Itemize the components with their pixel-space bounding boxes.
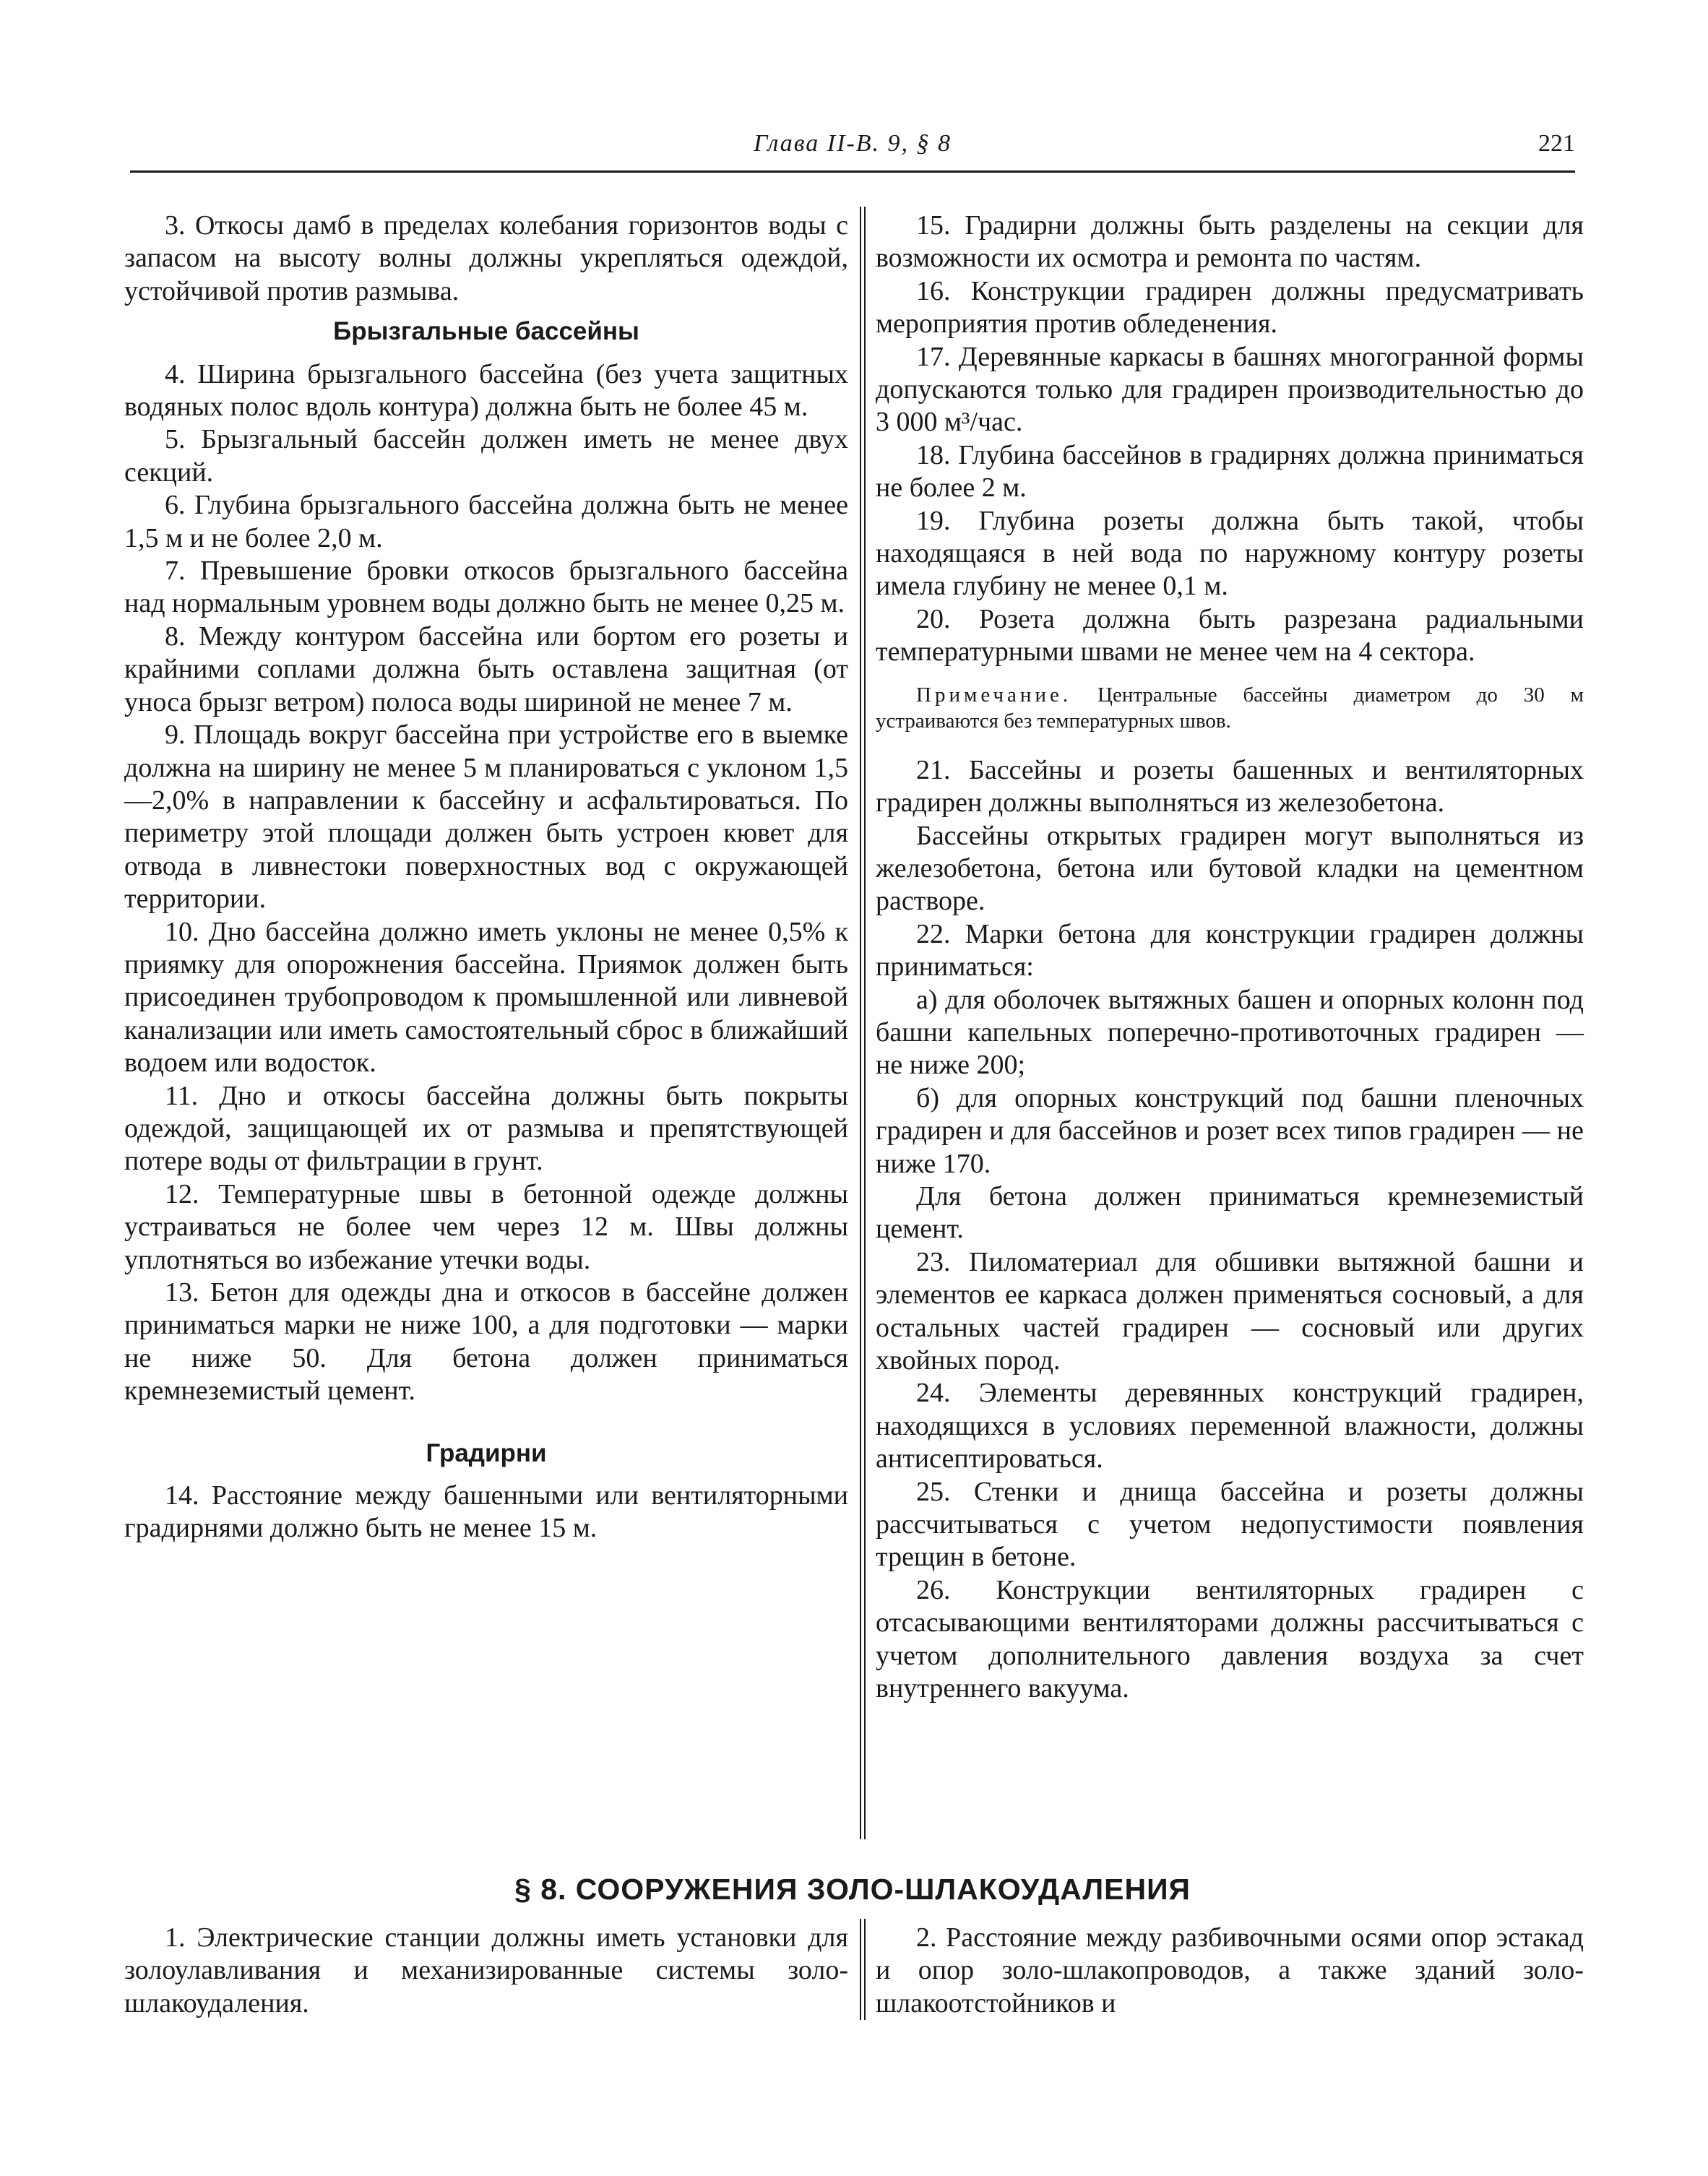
- paragraph: 12. Температурные швы в бетонной одежде должны устраиваться не более чем через 12 м. Швы должны уплотняться во избежание утечки воды.: [124, 1178, 848, 1275]
- paragraph: б) для опорных конструкций под башни пленочных градирен и для бассейнов и розет всех типов градирен — не ниже 170.: [876, 1082, 1584, 1179]
- paragraph: Для бетона должен приниматься кремнеземистый цемент.: [876, 1180, 1584, 1245]
- section-title: § 8. СООРУЖЕНИЯ ЗОЛО-ШЛАКОУДАЛЕНИЯ: [514, 1873, 1191, 1906]
- section-left-column: [124, 1922, 848, 2020]
- column-divider: [864, 207, 866, 1839]
- paragraph: 26. Конструкции вентиляторных градирен с отсасывающими вентиляторами должны рассчитываться с учетом дополнительного давления воздуха за счет внутреннего вакуума.: [876, 1574, 1584, 1704]
- column-divider: [860, 207, 861, 1839]
- paragraph: 18. Глубина бассейнов в градирнях должна приниматься не более 2 м.: [876, 439, 1584, 504]
- paragraph: 16. Конструкции градирен должны предусматривать мероприятия против обледенения.: [876, 275, 1584, 340]
- page-number: 221: [1538, 130, 1575, 157]
- column-divider: [864, 1919, 866, 2020]
- paragraph: Бассейны открытых градирен могут выполняться из железобетона, бетона или бутовой кладки на цементном растворе.: [876, 820, 1584, 917]
- paragraph: 19. Глубина розеты должна быть такой, чтобы находящаяся в ней вода по наружному контуру розеты имела глубину не менее 0,1 м.: [876, 505, 1584, 602]
- header-rule: [130, 170, 1575, 173]
- paragraph: 4. Ширина брызгального бассейна (без учета защитных водяных полос вдоль контура) должна быть не более 45 м.: [124, 358, 848, 423]
- subheading-towers: Градирни: [426, 1438, 547, 1467]
- left-column: [124, 210, 848, 1545]
- running-title: Глава II-В. 9, § 8: [753, 130, 952, 157]
- paragraph: 23. Пиломатериал для обшивки вытяжной башни и элементов ее каркаса должен применяться сосновый, а для остальных частей градирен — сосновый или других хвойных пород.: [876, 1246, 1584, 1376]
- paragraph: 10. Дно бассейна должно иметь уклоны не менее 0,5% к приямку для опорожнения бассейна. Приямок должен быть присоединен трубопроводом к промышленной или ливневой канализации или иметь самостоятельный сброс в ближайший водоем или водосток.: [124, 916, 848, 1079]
- paragraph: 1. Электрические станции должны иметь установки для золоулавливания и механизированные системы золо-шлакоудаления.: [124, 1922, 848, 2019]
- paragraph: 2. Расстояние между разбивочными осями опор эстакад и опор золо-шлакопроводов, а также зданий золо-шлакоотстойников и: [876, 1922, 1584, 2019]
- right-column: [876, 210, 1584, 1705]
- paragraph: 25. Стенки и днища бассейна и розеты должны рассчитываться с учетом недопустимости появления трещин в бетоне.: [876, 1476, 1584, 1573]
- paragraph: 14. Расстояние между башенными или вентиляторными градирнями должно быть не менее 15 м.: [124, 1480, 848, 1544]
- paragraph: 20. Розета должна быть разрезана радиальными температурными швами не менее чем на 4 сектора.: [876, 603, 1584, 668]
- paragraph: 15. Градирни должны быть разделены на секции для возможности их осмотра и ремонта по частям.: [876, 210, 1584, 274]
- note: [876, 682, 1584, 734]
- subheading-basins: Брызгальные бассейны: [333, 317, 639, 346]
- paragraph: 11. Дно и откосы бассейна должны быть покрыты одеждой, защищающей их от размыва и препятствующей потере воды от фильтрации в грунт.: [124, 1080, 848, 1177]
- paragraph: 22. Марки бетона для конструкции градирен должны приниматься:: [876, 918, 1584, 983]
- paragraph: 24. Элементы деревянных конструкций градирен, находящихся в условиях переменной влажности, должны антисептироваться.: [876, 1378, 1584, 1475]
- paragraph: 17. Деревянные каркасы в башнях многогранной формы допускаются только для градирен производительностью до 3 000 м³/час.: [876, 341, 1584, 438]
- paragraph: 21. Бассейны и розеты башенных и вентиляторных градирен должны выполняться из железобетона.: [876, 754, 1584, 819]
- note-text: Центральные бассейны диаметром до 30 м устраиваются без температурных швов.: [876, 683, 1584, 733]
- paragraph: 6. Глубина брызгального бассейна должна быть не менее 1,5 м и не более 2,0 м.: [124, 490, 848, 553]
- column-divider: [860, 1919, 861, 2020]
- paragraph: 9. Площадь вокруг бассейна при устройстве его в выемке должна на ширину не менее 5 м планироваться с уклоном 1,5—2,0% в направлении к бассейну и асфальтироваться. По периметру этой площади должен быть устроен кювет для отвода в ливнестоки поверхностных вод с окружающей территории.: [124, 720, 848, 915]
- paragraph: 13. Бетон для одежды дна и откосов в бассейне должен приниматься марки не ниже 100, а для подготовки — марки не ниже 50. Для бетона должен приниматься кремнеземистый цемент.: [124, 1277, 848, 1407]
- page-header: [130, 130, 1575, 159]
- paragraph: 8. Между контуром бассейна или бортом его розеты и крайними соплами должна быть оставлена защитная (от уноса брызг ветром) полоса воды шириной не менее 7 м.: [124, 621, 848, 717]
- paragraph: 7. Превышение бровки откосов брызгального бассейна над нормальным уровнем воды должно быть не менее 0,25 м.: [124, 556, 848, 619]
- section-right-column: [876, 1922, 1584, 2020]
- paragraph: 5. Брызгальный бассейн должен иметь не менее двух секций.: [124, 424, 848, 488]
- paragraph: 3. Откосы дамб в пределах колебания горизонтов воды с запасом на высоту волны должны укрепляться одеждой, устойчивой против размыва.: [124, 210, 848, 306]
- note-label: Примечание.: [916, 683, 1072, 707]
- paragraph: а) для оболочек вытяжных башен и опорных колонн под башни капельных поперечно-противоточных градирен — не ниже 200;: [876, 984, 1584, 1081]
